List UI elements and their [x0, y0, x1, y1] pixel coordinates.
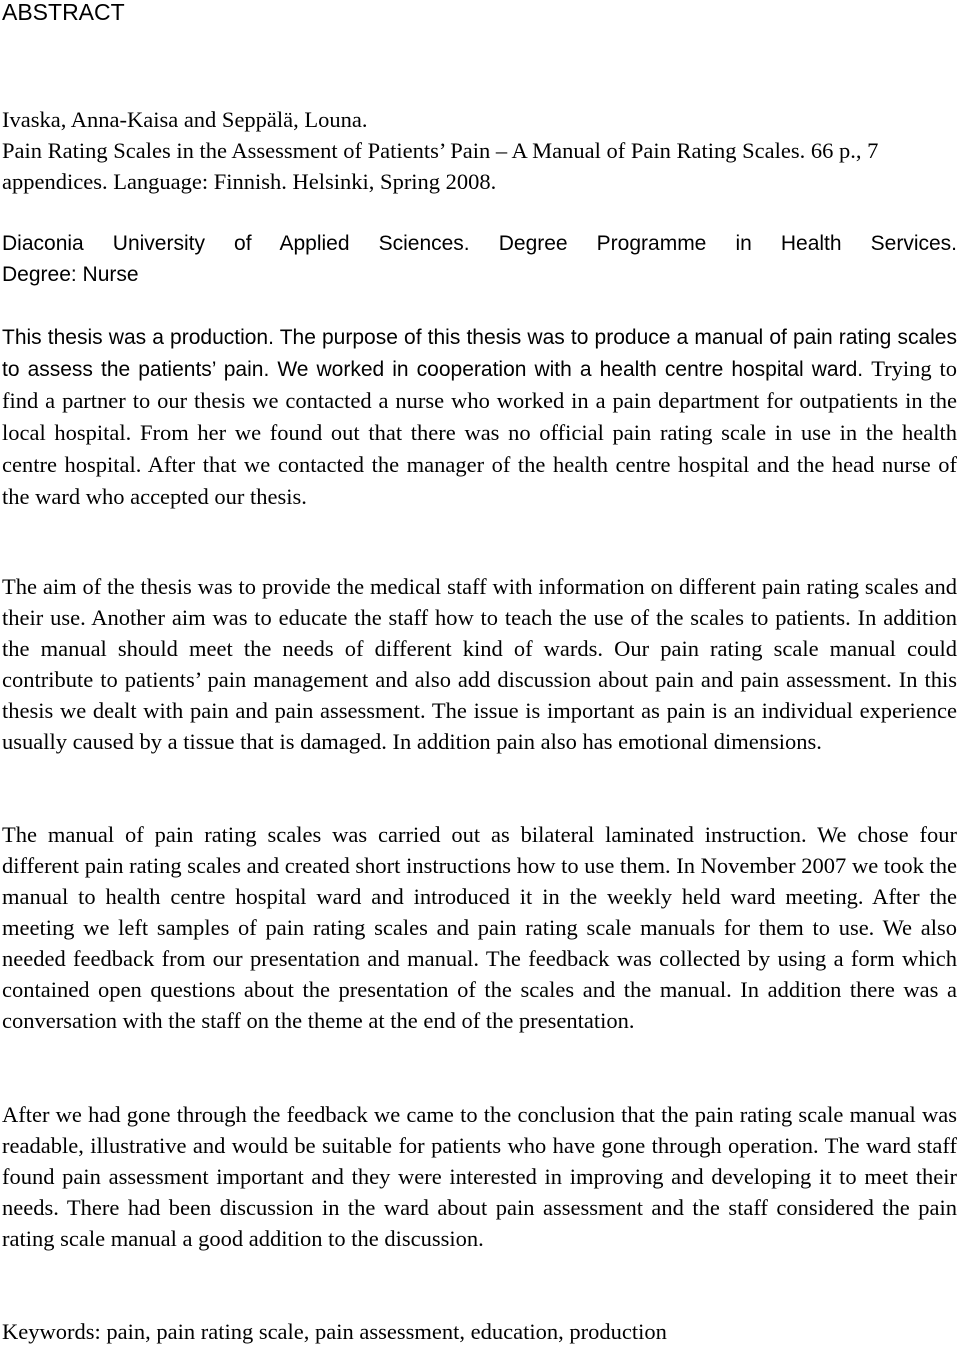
thesis-title: Pain Rating Scales in the Assessment of Patients’ Pain – A Manual of Pain Rating Scales. 66 p., 7 appendices. Language: Finnish. Helsinki, Spring 2008.	[2, 138, 879, 194]
intro-paragraph	[2, 322, 957, 513]
institution-line: Diaconia University of Applied Sciences. Degree Programme in Health Services.	[2, 232, 957, 255]
manual-paragraph	[2, 819, 957, 1036]
aim-paragraph	[2, 571, 957, 757]
intro-text-a: This thesis was a production. The purpose of this thesis was to produce a manual of pain rating scales to assess the patients’ pain. We worked in cooperation with a health centre hospital ward.	[2, 326, 957, 381]
aim-text: The aim of the thesis was to provide the medical staff with information on different pain rating scales and their use. Another aim was to educate the staff how to teach the use of the scales to patients. In addition the manual should meet the needs of different kind of wards. Our pain rating scale manual could contribute to patients’ pain management and also add discussion about pain and pain assessment. In this thesis we dealt with pain and pain assessment. The issue is important as pain is an individual experience usually caused by a tissue that is damaged. In addition pain also has emotional dimensions.	[2, 574, 957, 754]
intro-text-b: Trying to find a partner to our thesis we contacted a nurse who worked in a pain department for outpatients in the local hospital. From her we found out that there was no official pain rating scale in use in the health centre hospital. After that we contacted the manager of the health centre hospital and the head nurse of the ward who accepted our thesis.	[2, 356, 957, 509]
author-names: Ivaska, Anna-Kaisa and Seppälä, Louna.	[2, 107, 368, 132]
degree-line: Degree: Nurse	[2, 263, 139, 286]
keywords-line: Keywords: pain, pain rating scale, pain assessment, education, production	[2, 1319, 667, 1344]
institution-block	[2, 228, 957, 290]
author-block	[2, 104, 957, 197]
page-heading: ABSTRACT	[2, 0, 125, 25]
conclusion-text: After we had gone through the feedback we came to the conclusion that the pain rating scale manual was readable, illustrative and would be suitable for patients who have gone through operation. The ward staff found pain assessment important and they were interested in improving and developing it to meet their needs. There had been discussion in the ward about pain assessment and the staff considered the pain rating scale manual a good addition to the discussion.	[2, 1102, 957, 1251]
conclusion-paragraph	[2, 1099, 957, 1254]
manual-text: The manual of pain rating scales was carried out as bilateral laminated instruction. We chose four different pain rating scales and created short instructions how to use them. In November 2007 we took the manual to health centre hospital ward and introduced it in the weekly held ward meeting. After the meeting we left samples of pain rating scales and pain rating scale manuals for them to use. We also needed feedback from our presentation and manual. The feedback was collected by using a form which contained open questions about the presentation of the scales and the manual. In addition there was a conversation with the staff on the theme at the end of the presentation.	[2, 822, 957, 1033]
